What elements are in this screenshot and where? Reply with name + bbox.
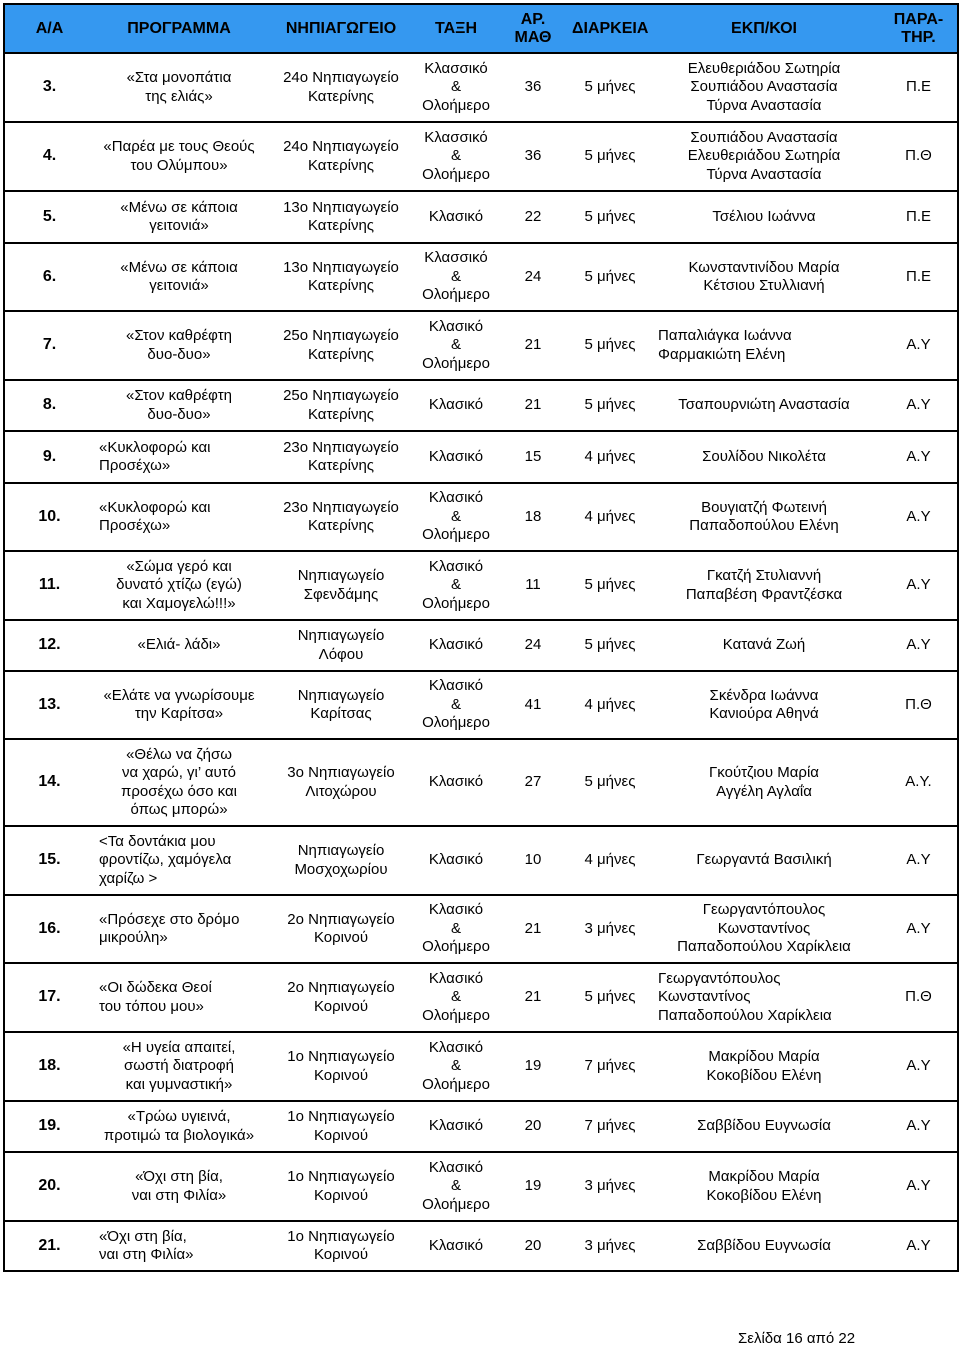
header-remarks: ΠΑΡΑ- ΤΗΡ. (880, 4, 958, 53)
duration-cell: 4 μήνες (572, 826, 648, 895)
teacher-name: Γεωργαντά Βασιλική (696, 851, 832, 869)
class-type-cell: Κλασικό & Ολοήμερο (418, 895, 494, 963)
remarks-cell: Α.Υ (880, 483, 958, 551)
teachers-cell (648, 671, 880, 739)
remarks-cell: Α.Υ (880, 551, 958, 620)
duration-cell: 5 μήνες (572, 739, 648, 826)
table-row (4, 895, 958, 963)
teacher-name: Σκένδρα Ιωάννα (709, 686, 819, 704)
teachers-cell (648, 739, 880, 826)
remarks-cell: Π.Ε (880, 191, 958, 243)
row-index-cell: 19. (4, 1101, 94, 1152)
table-row (4, 739, 958, 826)
header-index: Α/Α (4, 4, 94, 53)
row-index-cell: 8. (4, 380, 94, 431)
students-count-cell: 22 (494, 191, 572, 243)
remarks-cell: Π.Ε (880, 243, 958, 311)
teacher-name: Γκατζή Στυλιαννή (706, 567, 822, 584)
table-row (4, 243, 958, 311)
remarks-cell: Α.Υ (880, 620, 958, 671)
teachers-cell (648, 483, 880, 551)
program-cell: «Τρώω υγιεινά, προτιμώ τα βιολογικά» (94, 1101, 264, 1152)
teacher-name: Κατανά Ζωή (722, 636, 806, 654)
teacher-name: Γκούτζιου Μαρία (709, 764, 819, 781)
table-row (4, 671, 958, 739)
table-row (4, 53, 958, 122)
school-cell: 13ο Νηπιαγωγείο Κατερίνης (264, 243, 418, 311)
teachers-cell (648, 620, 880, 671)
school-cell: Νηπιαγωγείο Λόφου (264, 620, 418, 671)
program-cell: «Μένω σε κάποια γειτονιά» (94, 191, 264, 243)
duration-cell: 7 μήνες (572, 1032, 648, 1101)
teacher-name: Κοκοβίδου Ελένη (706, 1186, 822, 1204)
duration-cell: 5 μήνες (572, 191, 648, 243)
teachers-cell (648, 380, 880, 431)
program-cell: «Στα μονοπάτια της ελιάς» (94, 53, 264, 122)
program-cell: «Στον καθρέφτη δυο-δυο» (94, 380, 264, 431)
class-type-cell: Κλασικό & Ολοήμερο (418, 311, 494, 380)
school-cell: 25ο Νηπιαγωγείο Κατερίνης (264, 380, 418, 431)
row-index-cell: 16. (4, 895, 94, 963)
table-row (4, 551, 958, 620)
class-type-cell: Κλασικό & Ολοήμερο (418, 963, 494, 1032)
class-type-cell: Κλασικό & Ολοήμερο (418, 1032, 494, 1101)
class-type-cell: Κλασικό & Ολοήμερο (418, 483, 494, 551)
school-cell: 24ο Νηπιαγωγείο Κατερίνης (264, 53, 418, 122)
page-number: Σελίδα 16 από 22 (738, 1330, 856, 1347)
remarks-cell: Π.Θ (880, 963, 958, 1032)
remarks-cell: Α.Υ (880, 895, 958, 963)
school-cell: 3ο Νηπιαγωγείο Λιτοχώρου (264, 739, 418, 826)
school-cell: 25ο Νηπιαγωγείο Κατερίνης (264, 311, 418, 380)
teacher-name: Ελευθεριάδου Σωτηρία (687, 59, 841, 77)
teacher-name: Μακρίδου Μαρία (708, 1048, 820, 1065)
duration-cell: 7 μήνες (572, 1101, 648, 1152)
teachers-cell (648, 243, 880, 311)
students-count-cell: 18 (494, 483, 572, 551)
row-index-cell: 13. (4, 671, 94, 739)
remarks-cell: Α.Υ (880, 431, 958, 483)
teacher-name: Παπαλιάγκα Ιωάννα (658, 327, 792, 344)
school-cell: 2ο Νηπιαγωγείο Κορινού (264, 963, 418, 1032)
class-type-cell: Κλασικό (418, 380, 494, 431)
program-cell: «Μένω σε κάποια γειτονιά» (94, 243, 264, 311)
row-index-cell: 17. (4, 963, 94, 1032)
header-class-type: ΤΑΞΗ (418, 4, 494, 53)
row-index-cell: 3. (4, 53, 94, 122)
students-count-cell: 20 (494, 1221, 572, 1271)
teacher-name: Παπαβέση Φραντζέσκα (685, 585, 843, 603)
class-type-cell: Κλασικό & Ολοήμερο (418, 1152, 494, 1221)
class-type-cell: Κλασικό (418, 620, 494, 671)
table-row (4, 380, 958, 431)
class-type-cell: Κλασσικό & Ολοήμερο (418, 243, 494, 311)
teacher-name: Φαρμακιώτη Ελένη (658, 345, 786, 363)
teachers-cell (648, 53, 880, 122)
teachers-cell (648, 122, 880, 191)
table-row (4, 431, 958, 483)
school-cell: 1ο Νηπιαγωγείο Κορινού (264, 1032, 418, 1101)
remarks-cell: Α.Υ (880, 311, 958, 380)
duration-cell: 4 μήνες (572, 431, 648, 483)
remarks-cell: Α.Υ (880, 1152, 958, 1221)
teachers-cell (648, 1221, 880, 1271)
students-count-cell: 21 (494, 311, 572, 380)
school-cell: 2ο Νηπιαγωγείο Κορινού (264, 895, 418, 963)
teacher-name: Παπαδοπούλου Χαρίκλεια (677, 938, 851, 956)
teacher-name: Γεωργαντόπουλος Κωνσταντίνος (702, 901, 826, 937)
program-cell: <Τα δοντάκια μου φροντίζω, χαμόγελα χαρίζω > (94, 826, 264, 895)
row-index-cell: 15. (4, 826, 94, 895)
table-row (4, 826, 958, 895)
duration-cell: 5 μήνες (572, 122, 648, 191)
teacher-name: Παπαδοπούλου Χαρίκλεια (658, 1006, 832, 1024)
program-cell: «Κυκλοφορώ και Προσέχω» (94, 431, 264, 483)
row-index-cell: 21. (4, 1221, 94, 1271)
students-count-cell: 36 (494, 53, 572, 122)
duration-cell: 5 μήνες (572, 620, 648, 671)
row-index-cell: 18. (4, 1032, 94, 1101)
teacher-name: Τύρνα Αναστασία (706, 165, 822, 183)
table-body (4, 53, 958, 1271)
header-students: ΑΡ. ΜΑΘ (494, 4, 572, 53)
duration-cell: 4 μήνες (572, 483, 648, 551)
class-type-cell: Κλασικό (418, 191, 494, 243)
remarks-cell: Α.Υ (880, 1101, 958, 1152)
teacher-name: Μακρίδου Μαρία (708, 1168, 820, 1185)
program-cell: «Σώμα γερό και δυνατό χτίζω (εγώ) και Χαμογελώ!!!» (94, 551, 264, 620)
table-row (4, 1152, 958, 1221)
table-row (4, 1032, 958, 1101)
school-cell: 24ο Νηπιαγωγείο Κατερίνης (264, 122, 418, 191)
remarks-cell: Π.Θ (880, 122, 958, 191)
teacher-name: Βουγιατζή Φωτεινή (701, 498, 827, 516)
duration-cell: 4 μήνες (572, 671, 648, 739)
program-cell: «Κυκλοφορώ και Προσέχω» (94, 483, 264, 551)
school-cell: Νηπιαγωγείο Καρίτσας (264, 671, 418, 739)
program-cell: «Όχι στη βία, ναι στη Φιλία» (94, 1221, 264, 1271)
class-type-cell: Κλασικό (418, 1101, 494, 1152)
students-count-cell: 20 (494, 1101, 572, 1152)
students-count-cell: 27 (494, 739, 572, 826)
class-type-cell: Κλασσικό & Ολοήμερο (418, 53, 494, 122)
teacher-name: Σαββίδου Ευγνωσία (697, 1236, 831, 1254)
row-index-cell: 6. (4, 243, 94, 311)
school-cell: 1ο Νηπιαγωγείο Κορινού (264, 1152, 418, 1221)
row-index-cell: 20. (4, 1152, 94, 1221)
students-count-cell: 19 (494, 1152, 572, 1221)
teacher-name: Γεωργαντόπουλος Κωνσταντίνος (658, 969, 781, 1006)
program-cell: «Πρόσεχε στο δρόμο μικρούλη» (94, 895, 264, 963)
teachers-cell (648, 826, 880, 895)
teachers-cell (648, 431, 880, 483)
class-type-cell: Κλασσικό & Ολοήμερο (418, 122, 494, 191)
row-index-cell: 7. (4, 311, 94, 380)
teacher-name: Κανιούρα Αθηνά (709, 705, 819, 722)
school-cell: 1ο Νηπιαγωγείο Κορινού (264, 1221, 418, 1271)
duration-cell: 5 μήνες (572, 311, 648, 380)
teacher-name: Παπαδοπούλου Ελένη (689, 517, 839, 534)
program-cell: «Οι δώδεκα Θεοί του τόπου μου» (94, 963, 264, 1032)
teachers-cell (648, 963, 880, 1032)
school-cell: 23ο Νηπιαγωγείο Κατερίνης (264, 431, 418, 483)
teacher-name: Κωνσταντινίδου Μαρία (688, 258, 840, 276)
school-cell: Νηπιαγωγείο Σφενδάμης (264, 551, 418, 620)
teacher-name: Τσαπουρνιώτη Αναστασία (678, 396, 850, 414)
teachers-cell (648, 191, 880, 243)
duration-cell: 3 μήνες (572, 1152, 648, 1221)
remarks-cell: Α.Υ (880, 1032, 958, 1101)
students-count-cell: 15 (494, 431, 572, 483)
students-count-cell: 11 (494, 551, 572, 620)
school-cell: 23ο Νηπιαγωγείο Κατερίνης (264, 483, 418, 551)
program-cell: «Όχι στη βία, ναι στη Φιλία» (94, 1152, 264, 1221)
duration-cell: 5 μήνες (572, 53, 648, 122)
duration-cell: 3 μήνες (572, 895, 648, 963)
teachers-cell (648, 895, 880, 963)
students-count-cell: 21 (494, 963, 572, 1032)
students-count-cell: 10 (494, 826, 572, 895)
header-program: ΠΡΟΓΡΑΜΜΑ (94, 4, 264, 53)
program-cell: «Η υγεία απαιτεί, σωστή διατροφή και γυμναστική» (94, 1032, 264, 1101)
duration-cell: 5 μήνες (572, 551, 648, 620)
duration-cell: 5 μήνες (572, 380, 648, 431)
remarks-cell: Α.Υ (880, 380, 958, 431)
table-row (4, 1221, 958, 1271)
teachers-cell (648, 1101, 880, 1152)
header-teachers: ΕΚΠ/ΚΟΙ (648, 4, 880, 53)
table-row (4, 1101, 958, 1152)
duration-cell: 3 μήνες (572, 1221, 648, 1271)
header-school: ΝΗΠΙΑΓΩΓΕΙΟ (264, 4, 418, 53)
table-row (4, 122, 958, 191)
teacher-name: Σαββίδου Ευγνωσία (697, 1117, 831, 1135)
teacher-name: Σουλίδου Νικολέτα (702, 447, 826, 465)
teacher-name: Τσέλιου Ιωάννα (712, 207, 816, 225)
school-cell: Νηπιαγωγείο Μοσχοχωρίου (264, 826, 418, 895)
table-row (4, 620, 958, 671)
table-row (4, 963, 958, 1032)
remarks-cell: Α.Υ (880, 826, 958, 895)
program-cell: «Θέλω να ζήσω να χαρώ, γι’ αυτό προσέχω όσο και όπως μπορώ» (94, 739, 264, 826)
program-cell: «Παρέα με τους Θεούς του Ολύμπου» (94, 122, 264, 191)
remarks-cell: Π.Ε (880, 53, 958, 122)
students-count-cell: 41 (494, 671, 572, 739)
row-index-cell: 10. (4, 483, 94, 551)
teacher-name: Κοκοβίδου Ελένη (706, 1066, 822, 1084)
remarks-cell: Π.Θ (880, 671, 958, 739)
students-count-cell: 24 (494, 243, 572, 311)
row-index-cell: 12. (4, 620, 94, 671)
teacher-name: Ελευθεριάδου Σωτηρία (687, 147, 841, 165)
teacher-name: Τύρνα Αναστασία (706, 96, 822, 114)
school-cell: 1ο Νηπιαγωγείο Κορινού (264, 1101, 418, 1152)
duration-cell: 5 μήνες (572, 243, 648, 311)
header-duration: ΔΙΑΡΚΕΙΑ (572, 4, 648, 53)
class-type-cell: Κλασικό (418, 826, 494, 895)
remarks-cell: Α.Υ (880, 1221, 958, 1271)
teachers-cell (648, 311, 880, 380)
students-count-cell: 36 (494, 122, 572, 191)
table-row (4, 311, 958, 380)
class-type-cell: Κλασικό (418, 431, 494, 483)
students-count-cell: 24 (494, 620, 572, 671)
program-cell: «Ελιά- λάδι» (94, 620, 264, 671)
school-cell: 13ο Νηπιαγωγείο Κατερίνης (264, 191, 418, 243)
teachers-cell (648, 551, 880, 620)
teachers-cell (648, 1032, 880, 1101)
students-count-cell: 21 (494, 380, 572, 431)
teacher-name: Αγγέλη Αγλαΐα (716, 782, 812, 800)
duration-cell: 5 μήνες (572, 963, 648, 1032)
header-row (4, 4, 958, 53)
class-type-cell: Κλασικό & Ολοήμερο (418, 671, 494, 739)
row-index-cell: 4. (4, 122, 94, 191)
row-index-cell: 9. (4, 431, 94, 483)
teacher-name: Σουπιάδου Αναστασία (690, 128, 838, 146)
class-type-cell: Κλασικό (418, 739, 494, 826)
row-index-cell: 5. (4, 191, 94, 243)
program-cell: «Στον καθρέφτη δυο-δυο» (94, 311, 264, 380)
class-type-cell: Κλασικό (418, 1221, 494, 1271)
row-index-cell: 14. (4, 739, 94, 826)
teacher-name: Σουπιάδου Αναστασία (690, 78, 838, 96)
teachers-cell (648, 1152, 880, 1221)
table-row (4, 191, 958, 243)
students-count-cell: 21 (494, 895, 572, 963)
program-cell: «Ελάτε να γνωρίσουμε την Καρίτσα» (94, 671, 264, 739)
teacher-name: Κέτσιου Στυλλιανή (703, 277, 825, 294)
row-index-cell: 11. (4, 551, 94, 620)
students-count-cell: 19 (494, 1032, 572, 1101)
class-type-cell: Κλασικό & Ολοήμερο (418, 551, 494, 620)
programs-table (3, 3, 959, 1272)
table-row (4, 483, 958, 551)
remarks-cell: Α.Υ. (880, 739, 958, 826)
